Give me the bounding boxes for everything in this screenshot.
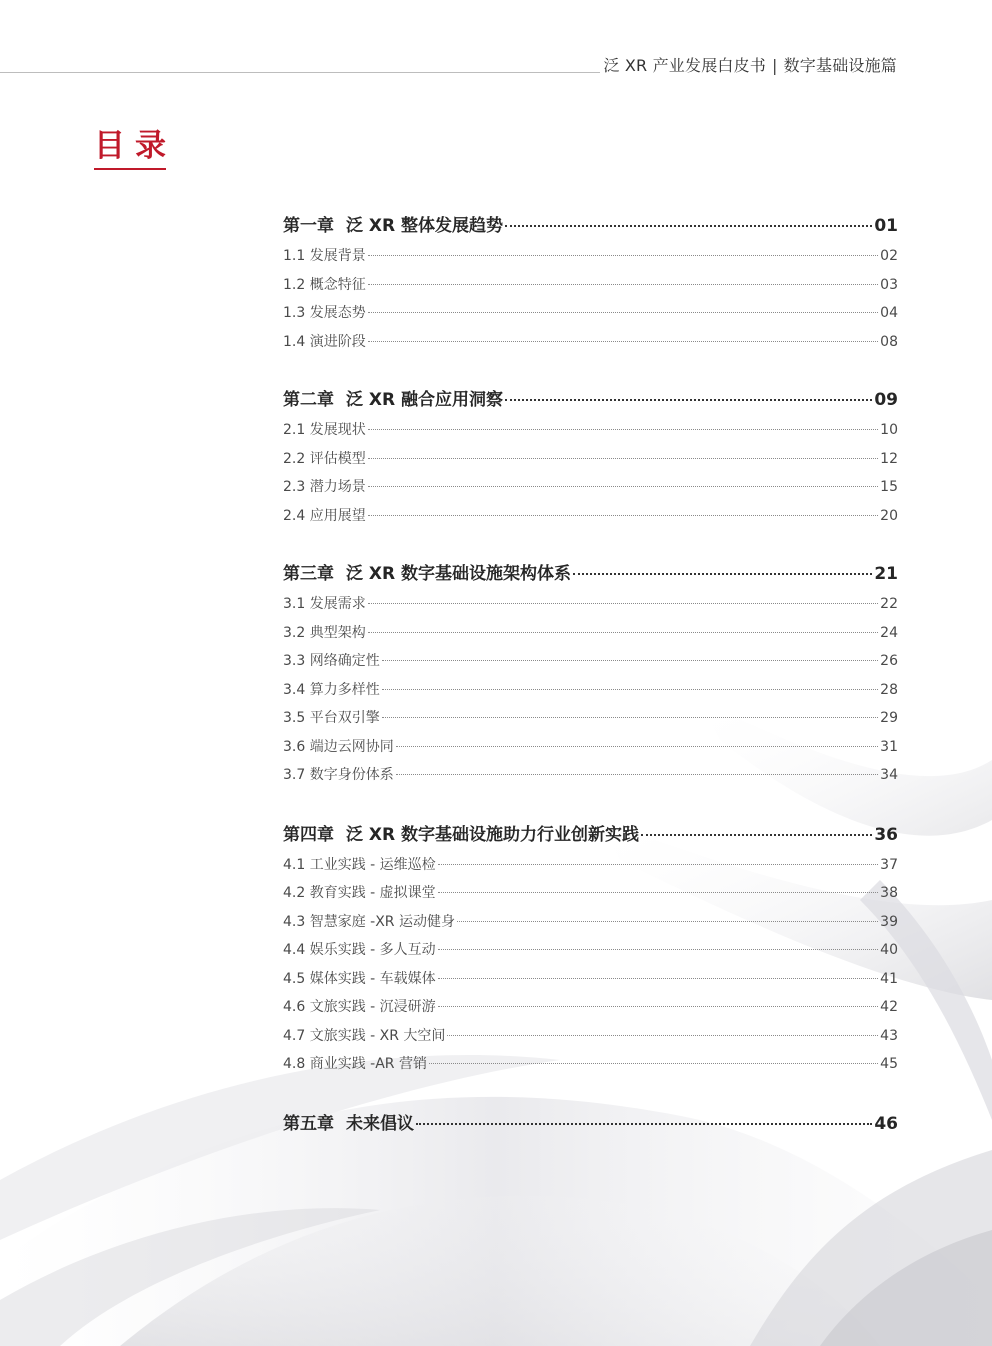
toc-section-row[interactable] (283, 502, 898, 531)
header-title-main: 泛 XR 产业发展白皮书 (603, 56, 766, 75)
toc-section-row[interactable] (283, 242, 898, 271)
toc-chapter-3 (283, 558, 898, 790)
section-page-number: 34 (880, 767, 898, 783)
section-page-number: 22 (880, 596, 898, 612)
dot-leader (641, 834, 872, 836)
section-label: 4.5 媒体实践 - 车载媒体 (283, 970, 436, 987)
dot-leader (396, 774, 878, 775)
section-page-number: 12 (880, 450, 898, 467)
dot-leader (396, 746, 878, 747)
toc-title: 目录 (94, 128, 176, 164)
toc-section-row[interactable] (283, 1050, 898, 1079)
section-page-number: 04 (880, 305, 898, 321)
toc-chapter-row[interactable] (283, 384, 898, 416)
section-page-number: 45 (880, 1056, 898, 1072)
toc-section-row[interactable] (283, 993, 898, 1022)
chapter-label (283, 1108, 414, 1140)
dot-leader (368, 603, 878, 604)
dot-leader (416, 1123, 872, 1125)
toc-chapter-row[interactable] (283, 1108, 898, 1140)
chapter-title: 泛 XR 数字基础设施助力行业创新实践 (346, 824, 640, 845)
section-page-number: 24 (880, 624, 898, 641)
chapter-label (283, 819, 639, 851)
chapter-title: 未来倡议 (346, 1113, 414, 1134)
chapter-number: 第一章 (283, 216, 334, 236)
section-label: 1.1 发展背景 (283, 248, 366, 264)
toc-section-row[interactable] (283, 647, 898, 676)
toc-section-row[interactable] (283, 328, 898, 357)
section-page-number: 29 (880, 710, 898, 726)
dot-leader (368, 341, 878, 342)
section-label: 2.2 评估模型 (283, 450, 366, 467)
section-label: 3.2 典型架构 (283, 624, 366, 641)
chapter-page-number: 09 (874, 390, 898, 410)
section-page-number: 40 (880, 942, 898, 958)
section-label: 3.4 算力多样性 (283, 681, 380, 698)
header-title-sub: 数字基础设施篇 (783, 56, 897, 75)
header-separator: | (772, 56, 778, 75)
dot-leader (368, 284, 878, 285)
section-label: 2.1 发展现状 (283, 422, 366, 438)
section-page-number: 10 (880, 422, 898, 438)
dot-leader (368, 458, 878, 459)
section-page-number: 43 (880, 1027, 898, 1044)
section-label: 1.3 发展态势 (283, 305, 366, 321)
chapter-spacer (283, 1079, 898, 1108)
dot-leader (447, 1035, 878, 1036)
section-label: 3.5 平台双引擎 (283, 710, 380, 726)
chapter-page-number: 36 (874, 824, 898, 845)
chapter-number: 第四章 (283, 824, 334, 845)
chapter-label (283, 210, 503, 242)
section-label: 3.7 数字身份体系 (283, 767, 394, 783)
section-label: 4.4 娱乐实践 - 多人互动 (283, 942, 436, 958)
section-label: 3.6 端边云网协同 (283, 738, 394, 755)
dot-leader (368, 632, 878, 633)
toc-chapter-5 (283, 1108, 898, 1140)
toc-section-row[interactable] (283, 416, 898, 445)
toc-section-row[interactable] (283, 1022, 898, 1051)
dot-leader (382, 717, 878, 718)
toc-chapter-row[interactable] (283, 210, 898, 242)
toc-section-row[interactable] (283, 271, 898, 300)
section-label: 4.1 工业实践 - 运维巡检 (283, 856, 436, 873)
section-page-number: 03 (880, 276, 898, 293)
toc-section-row[interactable] (283, 619, 898, 648)
section-page-number: 37 (880, 856, 898, 873)
running-header (603, 53, 897, 76)
header-rule (0, 72, 600, 73)
chapter-page-number: 21 (874, 564, 898, 584)
dot-leader (368, 486, 878, 487)
chapter-spacer (283, 790, 898, 819)
chapter-title: 泛 XR 数字基础设施架构体系 (346, 564, 572, 584)
section-label: 2.3 潜力场景 (283, 479, 366, 495)
section-label: 1.4 演进阶段 (283, 333, 366, 350)
toc-section-row[interactable] (283, 704, 898, 733)
section-page-number: 15 (880, 479, 898, 495)
toc-title-underline (94, 168, 166, 170)
section-page-number: 41 (880, 970, 898, 987)
dot-leader (438, 892, 879, 893)
chapter-page-number: 01 (874, 216, 898, 236)
toc-chapter-1 (283, 210, 898, 356)
toc-section-row[interactable] (283, 299, 898, 328)
dot-leader (438, 949, 879, 950)
toc-section-row[interactable] (283, 676, 898, 705)
chapter-number: 第五章 (283, 1113, 334, 1134)
dot-leader (438, 1006, 879, 1007)
dot-leader (382, 689, 878, 690)
dot-leader (382, 660, 878, 661)
chapter-spacer (283, 530, 898, 558)
toc-chapter-row[interactable] (283, 558, 898, 590)
section-label: 4.8 商业实践 -AR 营销 (283, 1056, 427, 1072)
section-label: 4.2 教育实践 - 虚拟课堂 (283, 885, 436, 901)
dot-leader (368, 255, 878, 256)
section-label: 4.3 智慧家庭 -XR 运动健身 (283, 913, 455, 930)
toc-section-row[interactable] (283, 445, 898, 474)
toc-section-row[interactable] (283, 908, 898, 937)
toc-section-row[interactable] (283, 879, 898, 908)
toc-section-row[interactable] (283, 733, 898, 762)
toc-section-row[interactable] (283, 473, 898, 502)
chapter-number: 第三章 (283, 564, 334, 584)
section-page-number: 38 (880, 885, 898, 901)
toc-chapter-2 (283, 384, 898, 530)
section-label: 3.3 网络确定性 (283, 653, 380, 669)
dot-leader (368, 312, 878, 313)
section-label: 4.6 文旅实践 - 沉浸研游 (283, 999, 436, 1015)
section-page-number: 31 (880, 738, 898, 755)
section-label: 3.1 发展需求 (283, 596, 366, 612)
section-label: 4.7 文旅实践 - XR 大空间 (283, 1027, 446, 1044)
chapter-spacer (283, 356, 898, 384)
chapter-title: 泛 XR 整体发展趋势 (346, 216, 504, 236)
section-page-number: 39 (880, 913, 898, 930)
section-label: 1.2 概念特征 (283, 276, 366, 293)
dot-leader (368, 429, 878, 430)
toc-chapter-4 (283, 819, 898, 1079)
chapter-title: 泛 XR 融合应用洞察 (346, 390, 504, 410)
section-page-number: 28 (880, 681, 898, 698)
table-of-contents (283, 210, 898, 1140)
section-page-number: 20 (880, 507, 898, 524)
dot-leader (505, 225, 872, 227)
dot-leader (505, 399, 872, 401)
section-page-number: 08 (880, 333, 898, 350)
section-page-number: 02 (880, 248, 898, 264)
dot-leader (438, 864, 879, 865)
toc-section-row[interactable] (283, 590, 898, 619)
chapter-label (283, 384, 503, 416)
dot-leader (368, 515, 878, 516)
dot-leader (429, 1063, 878, 1064)
chapter-label (283, 558, 571, 590)
section-page-number: 26 (880, 653, 898, 669)
dot-leader (573, 573, 872, 575)
chapter-page-number: 46 (874, 1113, 898, 1134)
toc-chapter-row[interactable] (283, 819, 898, 851)
section-page-number: 42 (880, 999, 898, 1015)
toc-section-row[interactable] (283, 851, 898, 880)
toc-heading (94, 126, 176, 170)
toc-section-row[interactable] (283, 761, 898, 790)
dot-leader (457, 921, 878, 922)
toc-section-row[interactable] (283, 936, 898, 965)
section-label: 2.4 应用展望 (283, 507, 366, 524)
dot-leader (438, 978, 879, 979)
chapter-number: 第二章 (283, 390, 334, 410)
toc-section-row[interactable] (283, 965, 898, 994)
